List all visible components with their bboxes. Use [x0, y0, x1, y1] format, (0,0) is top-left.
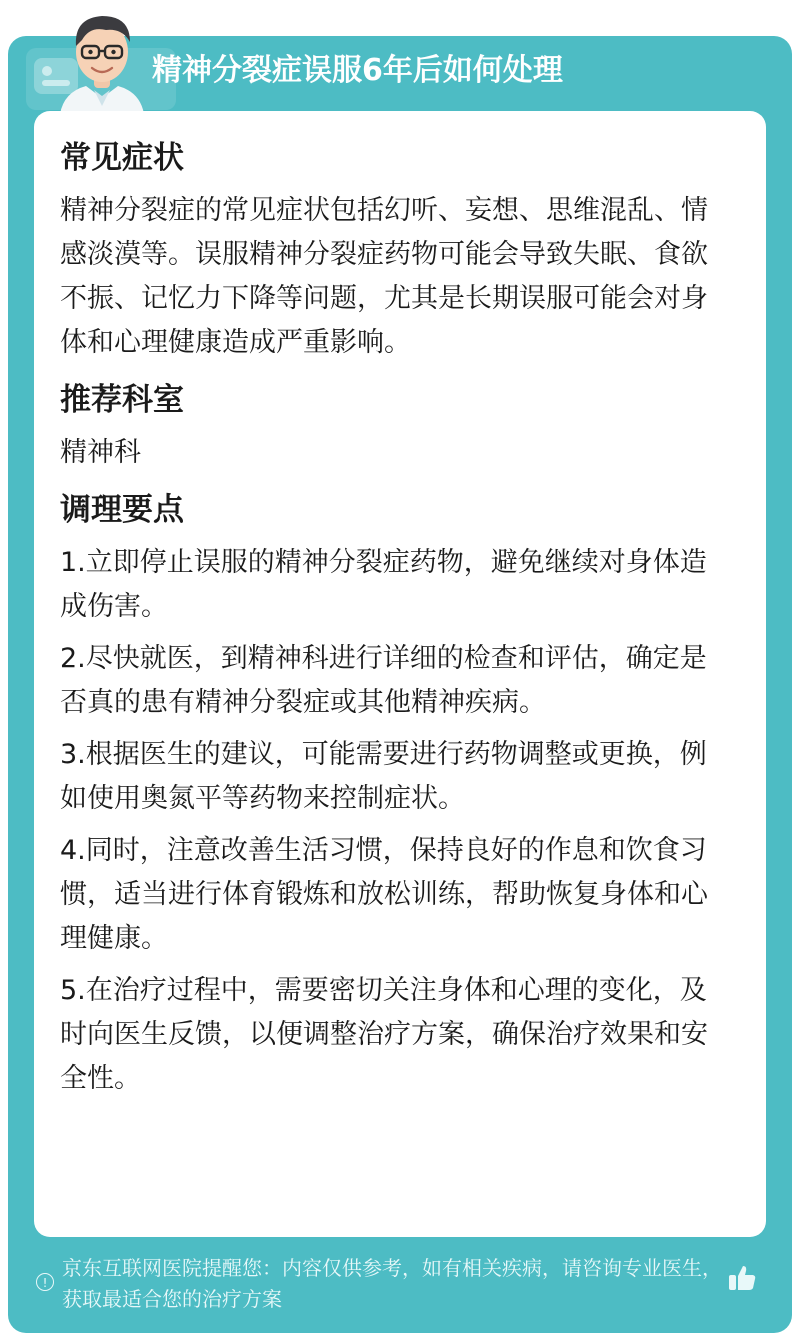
content-body — [60, 135, 725, 1101]
footer-disclaimer: 京东互联网医院提醒您：内容仅供参考，如有相关疾病，请咨询专业医生，获取最适合您的治疗方案 — [62, 1256, 722, 1311]
section-heading-department: 推荐科室 — [60, 382, 184, 418]
section-text-department: 精神科 — [60, 437, 141, 468]
care-item-5: 5.在治疗过程中，需要密切关注身体和心理的变化，及时向医生反馈，以便调整治疗方案，确保治疗效果和安全性。 — [60, 975, 708, 1094]
spacer — [60, 533, 725, 541]
spacer — [60, 725, 725, 733]
doctor-avatar — [46, 6, 158, 114]
care-item-4: 4.同时，注意改善生活习惯，保持良好的作息和饮食习惯，适当进行体育锻炼和放松训练，帮助恢复身体和心理健康。 — [60, 835, 708, 954]
spacer — [60, 821, 725, 829]
page-title: 精神分裂症误服6年后如何处理 — [152, 53, 563, 88]
content-card — [34, 111, 766, 1237]
info-circle-icon: ! — [36, 1273, 54, 1291]
spacer — [60, 629, 725, 637]
section-heading-care: 调理要点 — [60, 492, 184, 528]
care-item-3: 3.根据医生的建议，可能需要进行药物调整或更换，例如使用奥氮平等药物来控制症状。 — [60, 739, 707, 814]
care-item-2: 2.尽快就医，到精神科进行详细的检查和评估，确定是否真的患有精神分裂症或其他精神疾病。 — [60, 643, 707, 718]
spacer — [60, 181, 725, 189]
spacer — [60, 423, 725, 431]
thumbs-up-icon[interactable] — [726, 1262, 758, 1294]
section-text-symptoms: 精神分裂症的常见症状包括幻听、妄想、思维混乱、情感淡漠等。误服精神分裂症药物可能会导致失眠、食欲不振、记忆力下降等问题，尤其是长期误服可能会对身体和心理健康造成严重影响。 — [60, 195, 708, 358]
section-heading-symptoms: 常见症状 — [60, 140, 184, 176]
care-item-1: 1.立即停止误服的精神分裂症药物，避免继续对身体造成伤害。 — [60, 547, 707, 622]
spacer — [60, 961, 725, 969]
spacer — [60, 365, 725, 377]
spacer — [60, 475, 725, 487]
